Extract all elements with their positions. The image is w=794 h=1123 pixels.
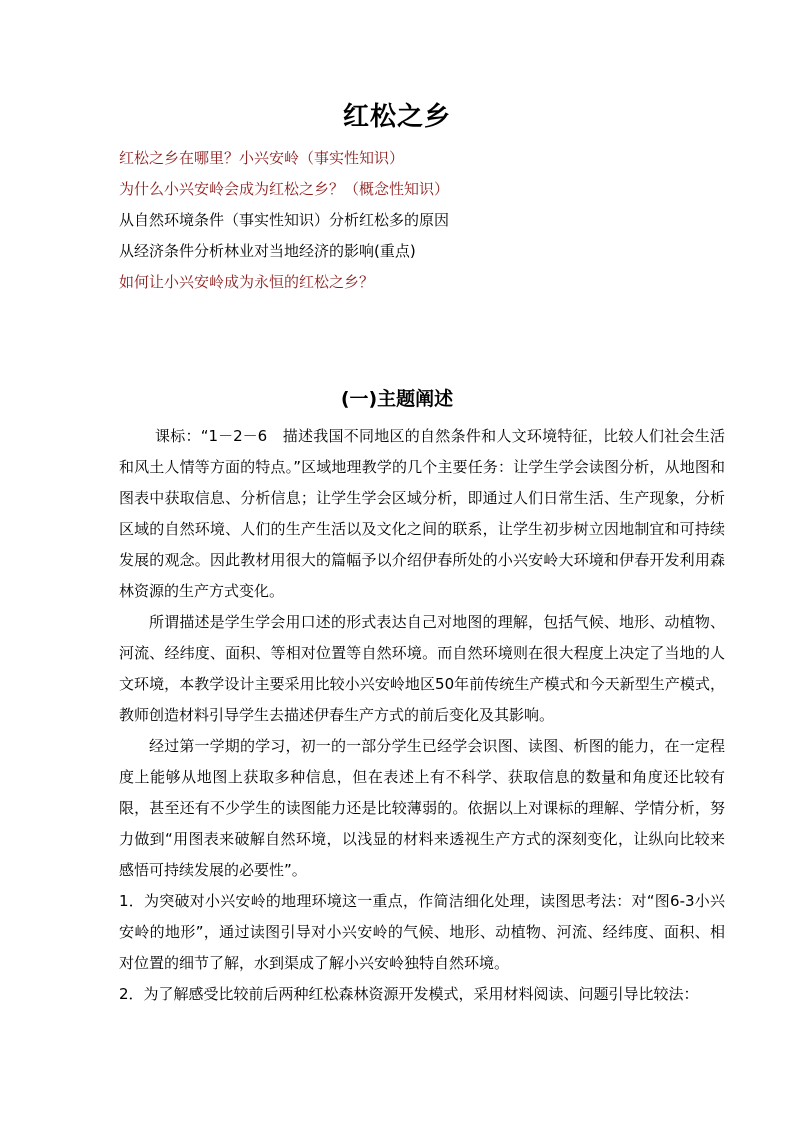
- section-body: [119, 421, 725, 1010]
- document-title: 红松之乡: [342, 102, 451, 132]
- outline-item: 如何让小兴安岭成为永恒的红松之乡？: [119, 273, 375, 291]
- paragraph-curriculum-standard: 课标：“1－2－6 描述我国不同地区的自然条件和人文环境特征，比较人们社会生活和风土人情等方面的特点。”区域地理教学的几个主要任务：让学生学会读图分析，从地图和图表中获取信息、分析信息；让学生学会区域分析，即通过人们日常生活、生产现象，分析区域的自然环境、人们的生产生活以及文化之间的联系，让学生初步树立因地制宜和可持续发展的观念。因此教材用很大的篇幅予以介绍伊春所处的小兴安岭大环境和伊春开发利用森林资源的生产方式变化。: [119, 427, 725, 600]
- outline-item: 红松之乡在哪里？小兴安岭（事实性知识）: [119, 149, 405, 167]
- paragraph-description: 所谓描述是学生学会用口述的形式表达自己对地图的理解，包括气候、地形、动植物、河流、经纬度、面积、等相对位置等自然环境。而自然环境则在很大程度上决定了当地的人文环境，本教学设计主要采用比较小兴安岭地区50年前传统生产模式和今天新型生产模式，教师创造材料引导学生去描述伊春生产方式的前后变化及其影响。: [119, 613, 725, 724]
- paragraph-point-1: 1．为突破对小兴安岭的地理环境这一重点，作简洁细化处理，读图思考法：对“图6-3小兴安岭的地形”，通过读图引导对小兴安岭的气候、地形、动植物、河流、经纬度、面积、相对位置的细节了解，水到渠成了解小兴安岭独特自然环境。: [119, 892, 725, 972]
- section-heading: (一)主题阐述: [340, 388, 454, 410]
- outline-item: 为什么小兴安岭会成为红松之乡？（概念性知识）: [119, 180, 450, 198]
- paragraph-student-analysis: 经过第一学期的学习，初一的一部分学生已经学会识图、读图、析图的能力，在一定程度上能够从地图上获取多种信息，但在表述上有不科学、获取信息的数量和角度还比较有限，甚至还有不少学生的读图能力还是比较薄弱的。依据以上对课标的理解、学情分析，努力做到“用图表来破解自然环境，以浅显的材料来透视生产方式的深刻变化，让纵向比较来感悟可持续发展的必要性”。: [119, 737, 725, 879]
- outline-item: 从自然环境条件（事实性知识）分析红松多的原因: [119, 211, 450, 229]
- question-outline: [119, 143, 719, 298]
- outline-item: 从经济条件分析林业对当地经济的影响(重点): [119, 242, 416, 260]
- paragraph-point-2: 2．为了解感受比较前后两种红松森林资源开发模式，采用材料阅读、问题引导比较法：: [119, 985, 699, 1003]
